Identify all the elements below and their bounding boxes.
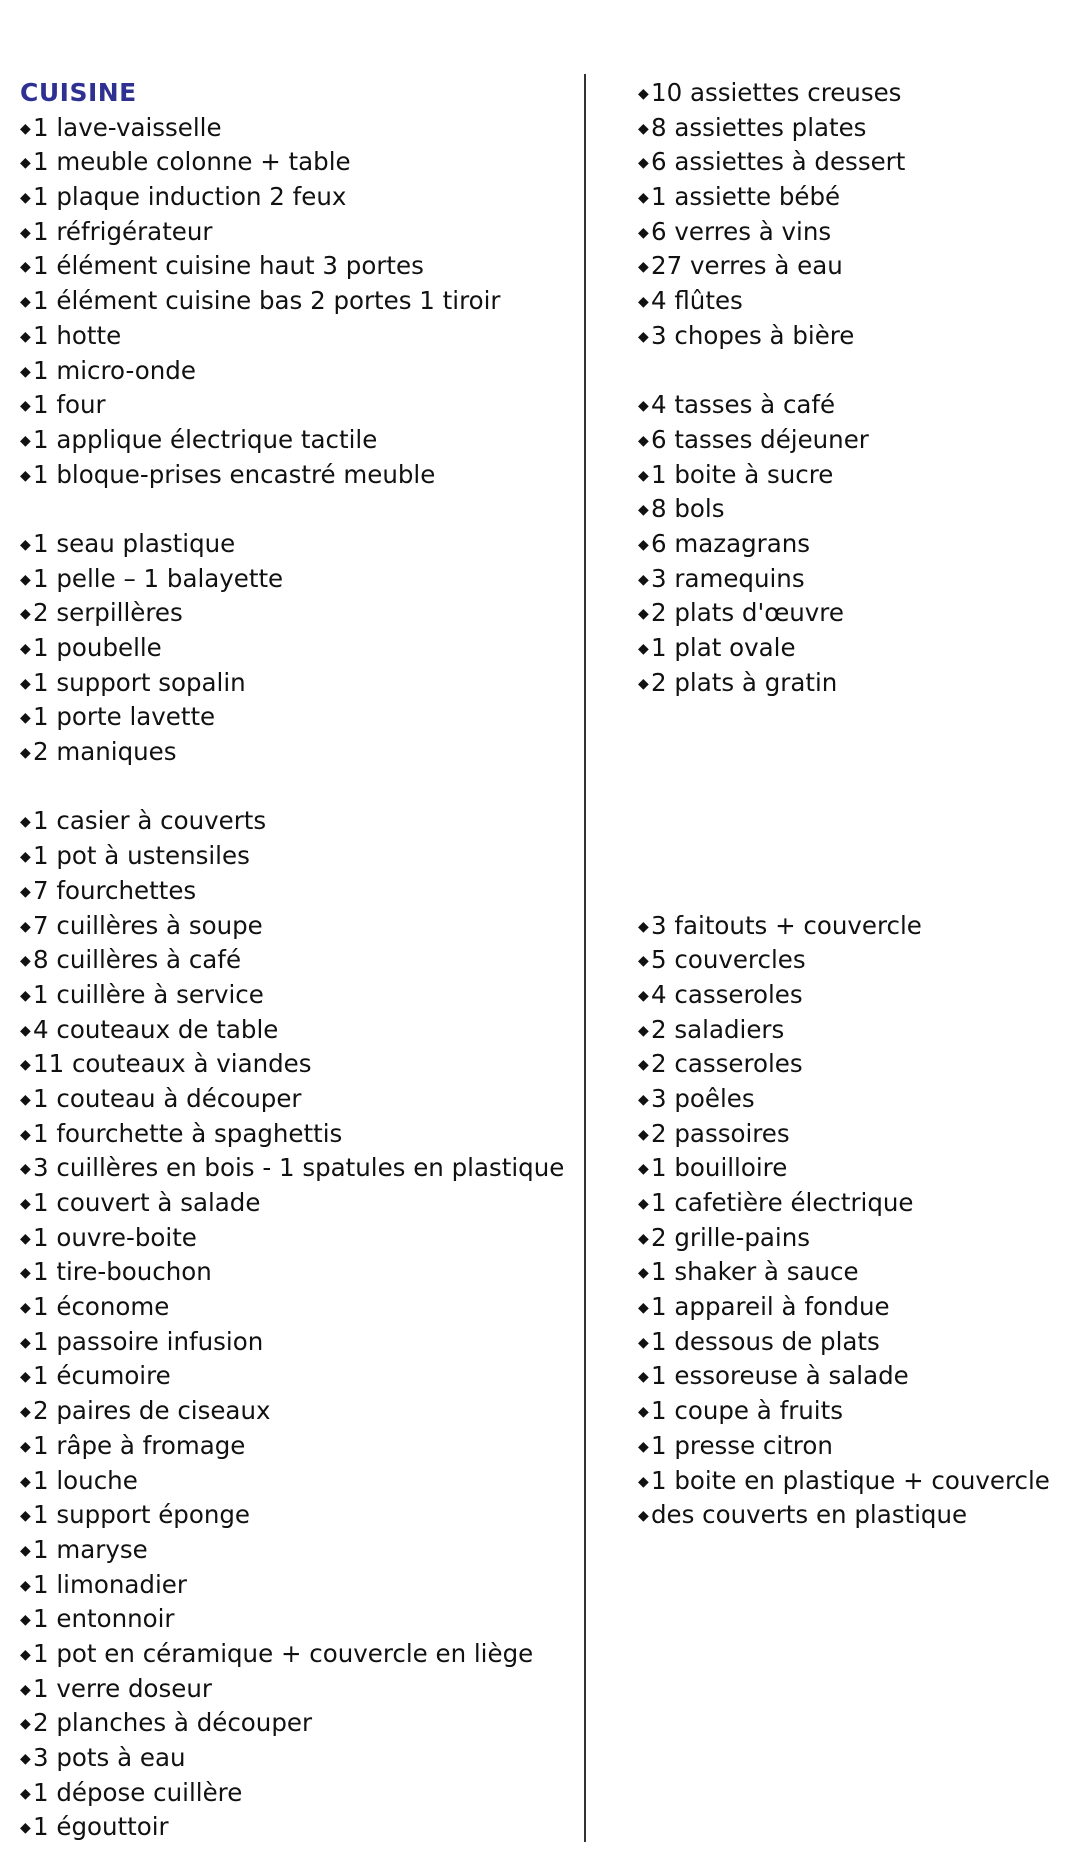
list-spacer [638,735,1068,770]
list-item-text: 2 paires de ciseaux [33,1396,271,1426]
list-item [638,284,1068,319]
list-item-text: 1 râpe à fromage [33,1430,246,1460]
bullet-diamond-icon: ◆ [20,1057,31,1074]
bullet-diamond-icon: ◆ [20,1473,31,1490]
list-item [20,458,580,493]
right-list [638,76,1068,1533]
list-item [20,1810,580,1845]
bullet-diamond-icon: ◆ [638,1369,649,1386]
list-item-text: 1 poubelle [33,633,162,662]
bullet-diamond-icon: ◆ [20,641,31,657]
left-list [20,111,580,1845]
list-item [20,145,580,180]
list-item [20,943,580,978]
bullet-diamond-icon: ◆ [20,1196,31,1212]
list-item [20,1741,580,1776]
list-item [20,388,580,423]
list-spacer [638,354,1068,389]
list-item-text: 6 assiettes à dessert [651,147,906,177]
list-item-text: 1 support éponge [33,1500,250,1530]
list-item-text: 1 couteau à découper [33,1083,302,1113]
bullet-diamond-icon: ◆ [638,259,649,276]
bullet-diamond-icon: ◆ [638,1161,649,1178]
list-item-text: 1 cafetière électrique [651,1188,914,1217]
list-item-text: 1 applique électrique tactile [33,424,378,454]
bullet-diamond-icon: ◆ [20,1751,31,1767]
list-item-text: 6 tasses déjeuner [651,424,869,454]
list-item-text: 1 pelle – 1 balayette [33,563,284,593]
list-item-text: 3 pots à eau [33,1743,186,1772]
bullet-diamond-icon: ◆ [638,1022,649,1039]
list-item-text: 1 tire-bouchon [33,1257,212,1287]
list-item-text: 5 couvercles [651,945,806,975]
bullet-diamond-icon: ◆ [20,710,31,727]
list-spacer [638,700,1068,735]
bullet-diamond-icon: ◆ [638,432,649,449]
list-item-text: 4 tasses à café [651,390,836,420]
list-item [20,1672,580,1707]
bullet-diamond-icon: ◆ [20,1300,31,1317]
list-item-text: 1 shaker à sauce [651,1257,859,1287]
list-item-text: 4 couteaux de table [33,1014,279,1044]
bullet-diamond-icon: ◆ [20,1681,31,1698]
list-item-text: 1 réfrigérateur [33,216,213,246]
bullet-diamond-icon: ◆ [638,1438,649,1455]
list-item-text: 1 pot à ustensiles [33,841,250,871]
list-item-text: 8 assiettes plates [651,112,867,142]
list-item [638,492,1068,527]
list-item [20,1394,580,1429]
list-item-text: 1 meuble colonne + table [33,147,351,177]
bullet-diamond-icon: ◆ [20,1265,31,1282]
list-item-text: 8 bols [651,494,725,524]
list-item [20,874,580,909]
list-item [20,1186,580,1221]
list-item-text: 1 louche [33,1465,138,1495]
bullet-diamond-icon: ◆ [20,363,31,380]
bullet-diamond-icon: ◆ [20,1161,31,1178]
bullet-diamond-icon: ◆ [20,224,31,241]
section-title: CUISINE [20,78,137,107]
list-item [20,1637,580,1672]
list-item [20,1359,580,1394]
list-item [20,180,580,215]
bullet-diamond-icon: ◆ [638,536,649,553]
list-item [638,1498,1068,1533]
bullet-diamond-icon: ◆ [638,641,649,657]
list-item-text: 4 flûtes [651,286,743,316]
list-item-text: 11 couteaux à viandes [33,1049,312,1079]
list-item-text: 1 porte lavette [33,702,216,732]
list-item [20,1776,580,1811]
list-item [20,1602,580,1637]
bullet-diamond-icon: ◆ [20,1716,31,1733]
bullet-diamond-icon: ◆ [638,1196,649,1212]
list-item [638,909,1068,944]
bullet-diamond-icon: ◆ [638,120,649,137]
bullet-diamond-icon: ◆ [638,675,649,692]
list-item-text: 6 verres à vins [651,216,832,246]
list-item-text: 1 écumoire [33,1361,171,1391]
list-item [20,354,580,389]
bullet-diamond-icon: ◆ [20,1369,31,1386]
bullet-diamond-icon: ◆ [20,814,31,831]
list-item-text: 1 hotte [33,320,122,350]
list-item [638,145,1068,180]
list-item-text: 1 presse citron [651,1430,833,1460]
list-item-text: 1 passoire infusion [33,1326,264,1356]
list-spacer [638,874,1068,909]
list-item [638,1013,1068,1048]
list-item-text: 2 casseroles [651,1049,803,1079]
list-item-text: 1 élément cuisine bas 2 portes 1 tiroir [33,286,501,316]
list-item [638,1464,1068,1499]
list-item-text: 3 faitouts + couvercle [651,910,922,940]
list-item-text: 1 dessous de plats [651,1326,880,1356]
list-item [20,1013,580,1048]
list-item-text: 1 cuillère à service [33,979,264,1009]
list-item [20,909,580,944]
list-item [638,423,1068,458]
bullet-diamond-icon: ◆ [20,987,31,1004]
list-item [638,1290,1068,1325]
list-item-text: 1 couvert à salade [33,1188,261,1217]
list-item-text: 2 grille-pains [651,1222,810,1252]
list-item-text: 1 limonadier [33,1569,187,1599]
list-item [638,111,1068,146]
list-item [638,249,1068,284]
bullet-diamond-icon: ◆ [20,120,31,137]
list-item-text: 1 bouilloire [651,1153,788,1183]
list-item [20,562,580,597]
list-spacer [638,839,1068,874]
bullet-diamond-icon: ◆ [20,1646,31,1663]
bullet-diamond-icon: ◆ [638,606,649,623]
bullet-diamond-icon: ◆ [638,1126,649,1143]
list-item-text: 1 essoreuse à salade [651,1361,909,1391]
list-item-text: 1 entonnoir [33,1604,175,1634]
list-item [20,1151,580,1186]
list-item-text: 3 cuillères en bois - 1 spatules en plastique [33,1153,565,1183]
list-item [638,943,1068,978]
list-item-text: 10 assiettes creuses [651,78,902,107]
list-item-text: 1 appareil à fondue [651,1292,890,1322]
list-item [638,76,1068,111]
list-item-text: 7 fourchettes [33,875,197,905]
bullet-diamond-icon: ◆ [20,1126,31,1143]
list-item [638,631,1068,666]
list-item [20,1429,580,1464]
list-item [638,1429,1068,1464]
bullet-diamond-icon: ◆ [638,155,649,172]
bullet-diamond-icon: ◆ [638,398,649,415]
bullet-diamond-icon: ◆ [20,398,31,415]
list-item [638,319,1068,354]
list-item-text: 3 chopes à bière [651,320,855,350]
list-item [20,215,580,250]
bullet-diamond-icon: ◆ [20,1508,31,1525]
list-item-text: 1 égouttoir [33,1812,169,1842]
list-item [20,1568,580,1603]
list-item-text: 1 lave-vaisselle [33,112,222,142]
list-item-text: 2 passoires [651,1118,790,1148]
list-item-text: 2 maniques [33,737,177,767]
list-item-text: 1 boite en plastique + couvercle [651,1465,1050,1495]
bullet-diamond-icon: ◆ [20,1022,31,1039]
list-item [20,319,580,354]
list-item [20,1117,580,1152]
bullet-diamond-icon: ◆ [20,745,31,762]
list-item [638,562,1068,597]
list-item-text: 8 cuillères à café [33,945,242,975]
bullet-diamond-icon: ◆ [20,849,31,866]
list-item-text: 1 coupe à fruits [651,1396,843,1426]
list-item [638,1221,1068,1256]
bullet-diamond-icon: ◆ [20,536,31,553]
list-item [638,180,1068,215]
list-item-text: 3 poêles [651,1083,755,1113]
bullet-diamond-icon: ◆ [20,259,31,276]
list-item-text: 4 casseroles [651,979,803,1009]
list-item [638,1359,1068,1394]
list-item-text: 3 ramequins [651,563,805,593]
list-item-text: 1 pot en céramique + couvercle en liège [33,1638,534,1668]
list-item [638,978,1068,1013]
bullet-diamond-icon: ◆ [638,1334,649,1351]
list-item [20,1255,580,1290]
bullet-diamond-icon: ◆ [20,1785,31,1802]
list-spacer [20,770,580,805]
list-item-text: 2 serpillères [33,598,183,628]
list-item [638,458,1068,493]
list-item [20,804,580,839]
list-item-text: 1 maryse [33,1534,148,1564]
list-item-text: 1 micro-onde [33,355,196,385]
bullet-diamond-icon: ◆ [20,155,31,172]
bullet-diamond-icon: ◆ [20,1091,31,1108]
bullet-diamond-icon: ◆ [20,1820,31,1837]
bullet-diamond-icon: ◆ [20,1334,31,1351]
list-item-text: 1 plaque induction 2 feux [33,182,347,212]
bullet-diamond-icon: ◆ [638,190,649,207]
bullet-diamond-icon: ◆ [638,502,649,519]
list-item-text: des couverts en plastique [651,1500,968,1530]
list-item [638,388,1068,423]
list-item [20,1047,580,1082]
bullet-diamond-icon: ◆ [20,432,31,449]
list-item [638,527,1068,562]
bullet-diamond-icon: ◆ [638,1265,649,1282]
list-item [20,1082,580,1117]
list-item [638,1117,1068,1152]
list-item-text: 1 plat ovale [651,633,796,662]
list-item [20,666,580,701]
list-item [20,700,580,735]
list-item-text: 27 verres à eau [651,251,843,281]
list-spacer [638,804,1068,839]
bullet-diamond-icon: ◆ [638,918,649,935]
bullet-diamond-icon: ◆ [20,1542,31,1559]
list-item [20,839,580,874]
list-item-text: 1 dépose cuillère [33,1777,243,1807]
bullet-diamond-icon: ◆ [638,987,649,1004]
list-item-text: 1 seau plastique [33,528,236,558]
list-item-text: 1 casier à couverts [33,806,267,836]
column-divider [584,74,586,1842]
list-item [638,1325,1068,1360]
bullet-diamond-icon: ◆ [20,467,31,484]
list-item [638,666,1068,701]
list-item-text: 2 saladiers [651,1014,785,1044]
bullet-diamond-icon: ◆ [638,1091,649,1108]
list-item [638,1255,1068,1290]
bullet-diamond-icon: ◆ [20,1612,31,1629]
bullet-diamond-icon: ◆ [638,953,649,970]
list-item-text: 1 boite à sucre [651,459,834,489]
list-spacer [20,492,580,527]
list-item [20,631,580,666]
list-item [20,1533,580,1568]
list-item [20,423,580,458]
list-item-text: 2 plats à gratin [651,667,838,697]
list-item [638,1394,1068,1429]
bullet-diamond-icon: ◆ [20,328,31,345]
list-item [638,1082,1068,1117]
list-item-text: 1 verre doseur [33,1673,212,1703]
list-item [638,1047,1068,1082]
list-item [638,596,1068,631]
list-item-text: 1 four [33,390,106,420]
list-item-text: 1 ouvre-boite [33,1222,197,1252]
bullet-diamond-icon: ◆ [20,883,31,900]
list-item [20,1498,580,1533]
list-item [638,1186,1068,1221]
bullet-diamond-icon: ◆ [638,571,649,588]
bullet-diamond-icon: ◆ [20,1577,31,1594]
bullet-diamond-icon: ◆ [20,1230,31,1247]
list-item [20,1221,580,1256]
list-item-text: 1 support sopalin [33,667,246,697]
bullet-diamond-icon: ◆ [638,1300,649,1317]
bullet-diamond-icon: ◆ [20,571,31,588]
list-item-text: 1 assiette bébé [651,182,841,212]
bullet-diamond-icon: ◆ [20,606,31,623]
left-column [20,76,580,1845]
list-item [638,215,1068,250]
list-item-text: 1 fourchette à spaghettis [33,1118,343,1148]
list-item-text: 1 bloque-prises encastré meuble [33,459,436,489]
list-item [20,111,580,146]
list-item [20,1325,580,1360]
bullet-diamond-icon: ◆ [638,1508,649,1525]
list-item [20,978,580,1013]
list-spacer [638,770,1068,805]
list-item [20,284,580,319]
list-item-text: 1 élément cuisine haut 3 portes [33,251,424,281]
bullet-diamond-icon: ◆ [638,328,649,345]
bullet-diamond-icon: ◆ [20,1404,31,1421]
list-item-text: 2 plats d'œuvre [651,598,844,628]
list-item [20,1464,580,1499]
bullet-diamond-icon: ◆ [20,1438,31,1455]
list-item [20,735,580,770]
bullet-diamond-icon: ◆ [638,224,649,241]
bullet-diamond-icon: ◆ [20,918,31,935]
list-item-text: 1 économe [33,1292,170,1322]
right-column [638,76,1068,1533]
bullet-diamond-icon: ◆ [638,86,649,102]
bullet-diamond-icon: ◆ [20,953,31,970]
bullet-diamond-icon: ◆ [638,294,649,311]
bullet-diamond-icon: ◆ [638,467,649,484]
bullet-diamond-icon: ◆ [20,294,31,311]
list-item-text: 2 planches à découper [33,1708,313,1738]
bullet-diamond-icon: ◆ [20,675,31,692]
bullet-diamond-icon: ◆ [638,1057,649,1074]
bullet-diamond-icon: ◆ [638,1473,649,1490]
bullet-diamond-icon: ◆ [638,1230,649,1247]
bullet-diamond-icon: ◆ [20,190,31,207]
list-item [20,527,580,562]
list-item [638,1151,1068,1186]
list-item [20,249,580,284]
list-item [20,1706,580,1741]
list-item-text: 6 mazagrans [651,528,811,558]
list-item [20,1290,580,1325]
list-item-text: 7 cuillères à soupe [33,910,263,940]
bullet-diamond-icon: ◆ [638,1404,649,1421]
list-item [20,596,580,631]
